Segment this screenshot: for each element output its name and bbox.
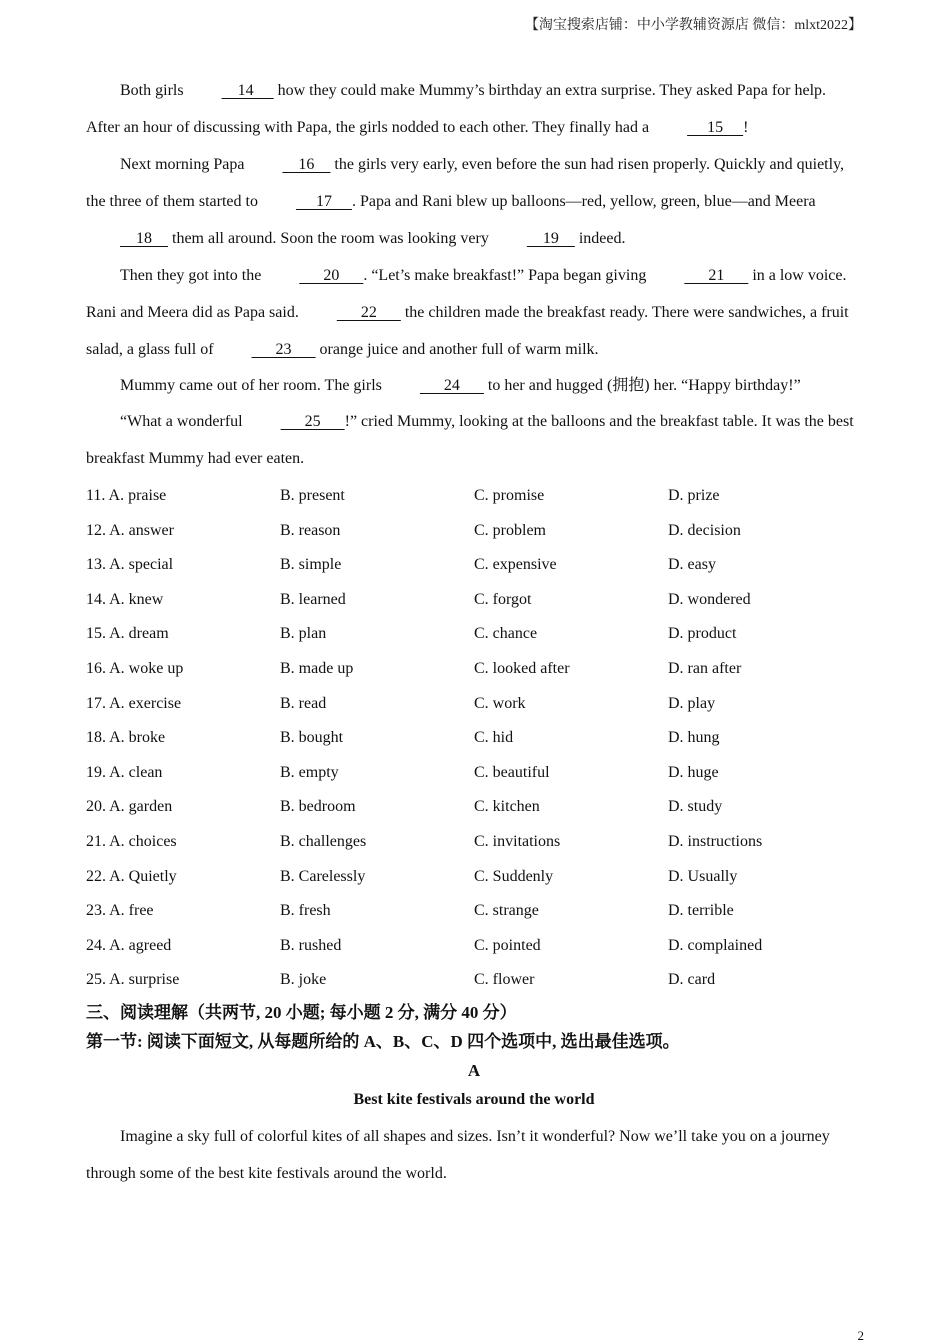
option-b: B. simple	[280, 556, 342, 574]
option-a: 15. A. dream	[86, 625, 169, 643]
options-table	[86, 479, 862, 998]
option-d: D. huge	[668, 763, 719, 781]
option-c: C. strange	[474, 902, 539, 920]
option-b: B. Carelessly	[280, 867, 366, 885]
section-title: 三、阅读理解（共两节, 20 小题; 每小题 2 分, 满分 40 分）	[86, 1002, 517, 1022]
option-row-19	[86, 756, 862, 791]
blank-18: 18	[120, 230, 168, 247]
option-row-16	[86, 652, 862, 687]
page-header: 【淘宝搜索店铺：中小学教辅资源店 微信：mlxt2022】	[524, 18, 862, 33]
option-c: C. problem	[474, 521, 546, 539]
option-a: 11. A. praise	[86, 487, 167, 504]
option-b: B. joke	[280, 971, 327, 989]
blank-14: 14	[221, 82, 274, 99]
option-b: B. challenges	[280, 832, 367, 850]
text-span: them all around. Soon the room was looking very	[168, 230, 493, 247]
blank-17: 17	[295, 193, 352, 210]
option-c: C. Suddenly	[474, 867, 554, 885]
option-row-22	[86, 860, 862, 895]
option-row-23	[86, 894, 862, 929]
option-c: C. expensive	[474, 556, 557, 574]
blank-25: 25	[280, 413, 345, 430]
option-row-25	[86, 963, 862, 998]
option-c: C. chance	[474, 625, 538, 643]
option-d: D. product	[668, 625, 737, 643]
option-row-18	[86, 721, 862, 756]
page-content	[86, 72, 862, 1192]
option-d: D. Usually	[668, 867, 738, 885]
option-b: B. plan	[280, 625, 327, 643]
option-b: B. bought	[280, 729, 344, 747]
option-a: 24. A. agreed	[86, 936, 172, 954]
option-c: C. kitchen	[474, 798, 540, 816]
paragraph-1	[86, 72, 862, 146]
option-row-20	[86, 790, 862, 825]
option-d: D. wondered	[668, 590, 751, 608]
option-b: B. empty	[280, 763, 339, 781]
option-b: B. present	[280, 487, 345, 504]
option-b: B. bedroom	[280, 798, 356, 816]
option-d: D. complained	[668, 936, 763, 954]
option-c: C. forgot	[474, 590, 532, 608]
text-span: orange juice and another full of warm milk.	[315, 341, 599, 358]
passage-title: Best kite festivals around the world	[353, 1090, 595, 1108]
text-span: !	[743, 119, 749, 136]
option-d: D. terrible	[668, 902, 734, 920]
text-span: Mummy came out of her room. The girls	[120, 377, 386, 394]
page-number: 2	[857, 1328, 864, 1343]
option-c: C. beautiful	[474, 763, 550, 781]
blank-23: 23	[251, 341, 316, 358]
option-d: D. prize	[668, 487, 720, 504]
option-a: 14. A. knew	[86, 590, 164, 608]
blank-15: 15	[687, 119, 744, 136]
option-row-24	[86, 929, 862, 964]
text-span: “What a wonderful	[120, 413, 247, 430]
option-b: B. fresh	[280, 902, 331, 920]
passage-intro: Imagine a sky full of colorful kites of all shapes and sizes. Isn’t it wonderful? Now we’ll take you on a journey through some of the best kite festivals around the world.	[86, 1127, 830, 1182]
option-c: C. looked after	[474, 659, 570, 677]
blank-22: 22	[336, 304, 401, 321]
text-span: Both girls	[120, 82, 188, 99]
option-a: 19. A. clean	[86, 763, 163, 781]
option-row-14	[86, 583, 862, 618]
option-a: 12. A. answer	[86, 521, 174, 539]
option-c: C. hid	[474, 729, 514, 747]
option-c: C. invitations	[474, 832, 561, 850]
option-a: 21. A. choices	[86, 832, 177, 850]
option-b: B. reason	[280, 521, 341, 539]
option-c: C. work	[474, 694, 526, 712]
option-a: 16. A. woke up	[86, 659, 184, 677]
option-d: D. easy	[668, 556, 716, 574]
option-c: C. promise	[474, 487, 545, 504]
option-row-21	[86, 825, 862, 860]
paragraph-5	[86, 403, 862, 477]
option-b: B. read	[280, 694, 327, 712]
option-a: 17. A. exercise	[86, 694, 182, 712]
option-b: B. rushed	[280, 936, 342, 954]
text-span: to her and hugged (拥抱) her. “Happy birthday!”	[483, 377, 801, 394]
option-c: C. pointed	[474, 936, 541, 954]
option-a: 25. A. surprise	[86, 971, 180, 989]
section-subtitle: 第一节: 阅读下面短文, 从每题所给的 A、B、C、D 四个选项中, 选出最佳选项。	[86, 1031, 680, 1051]
paragraph-4	[86, 368, 862, 403]
option-a: 13. A. special	[86, 556, 174, 574]
blank-16: 16	[282, 156, 331, 173]
text-span: . “Let’s make breakfast!” Papa began giving	[363, 267, 651, 284]
paragraph-2	[86, 146, 862, 257]
option-d: D. decision	[668, 521, 741, 539]
option-row-15	[86, 617, 862, 652]
text-span: indeed.	[574, 230, 626, 247]
option-row-17	[86, 687, 862, 722]
option-row-12	[86, 514, 862, 549]
option-d: D. card	[668, 971, 716, 989]
option-d: D. hung	[668, 729, 720, 747]
option-d: D. study	[668, 798, 723, 816]
option-a: 23. A. free	[86, 902, 154, 920]
text-span: Next morning Papa	[120, 156, 249, 173]
option-row-11	[86, 479, 862, 514]
text-span: how they could make Mummy’s birthday an extra surprise. They asked Papa for help. After an hour of discussing with Papa, the girls nodded to each other. They finally had a	[86, 82, 827, 136]
option-a: 18. A. broke	[86, 729, 166, 747]
text-span: !” cried Mummy, looking at the balloons and the breakfast table. It was the best breakfast Mummy had ever eaten.	[86, 413, 854, 467]
text-span: the girls very early, even before the sun had risen properly. Quickly and quietly, the three of them started to	[86, 156, 845, 210]
option-b: B. learned	[280, 590, 346, 608]
blank-19: 19	[526, 230, 575, 247]
option-a: 20. A. garden	[86, 798, 173, 816]
option-d: D. ran after	[668, 659, 742, 677]
text-span: . Papa and Rani blew up balloons—red, yellow, green, blue—and Meera	[351, 193, 816, 210]
blank-21: 21	[684, 267, 749, 284]
passage-letter: A	[467, 1060, 481, 1080]
blank-20: 20	[299, 267, 364, 284]
option-c: C. flower	[474, 971, 535, 989]
option-row-13	[86, 548, 862, 583]
blank-24: 24	[419, 377, 484, 394]
paragraph-3	[86, 257, 862, 368]
text-span: Then they got into the	[120, 267, 266, 284]
text-span: in a low voice. Rani and Meera did as Papa said.	[86, 267, 847, 321]
option-d: D. instructions	[668, 832, 763, 850]
option-a: 22. A. Quietly	[86, 867, 177, 885]
option-d: D. play	[668, 694, 716, 712]
text-span: the children made the breakfast ready. There were sandwiches, a fruit salad, a glass full of	[86, 304, 849, 358]
option-b: B. made up	[280, 659, 354, 677]
